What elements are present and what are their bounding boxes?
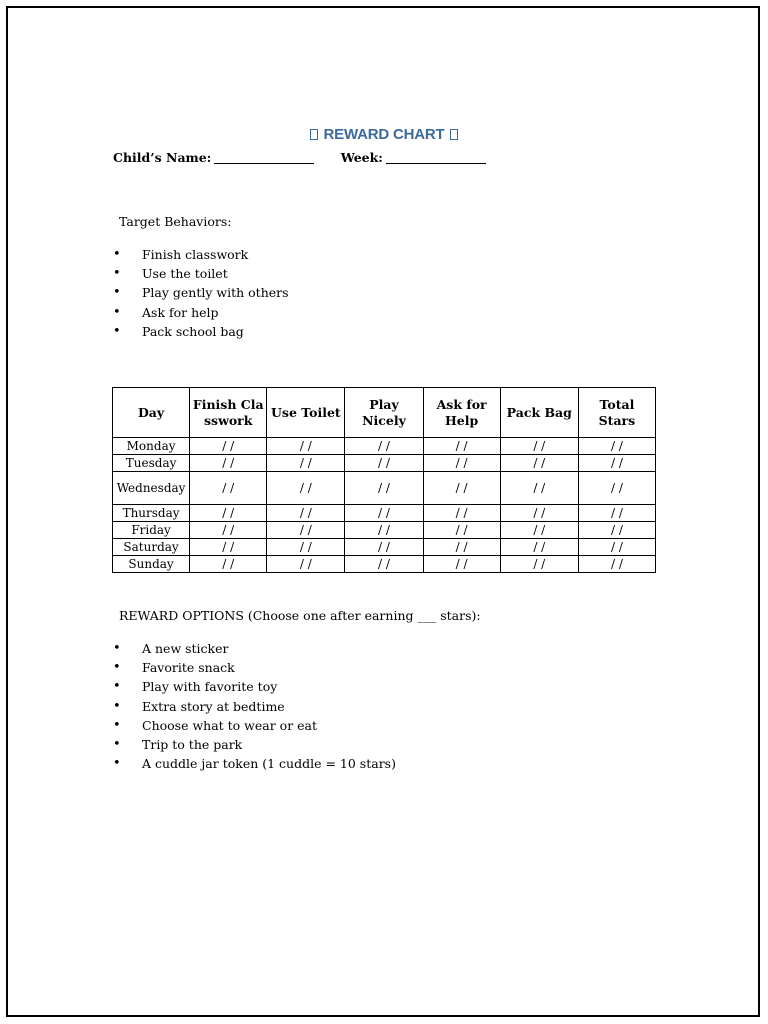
- star-cell[interactable]: / /: [578, 455, 655, 472]
- reward-options-list: [113, 639, 396, 773]
- table-row: [113, 539, 656, 556]
- list-item-text: Favorite snack: [142, 660, 235, 676]
- bullet-icon: •: [113, 304, 121, 320]
- bullet-icon: •: [113, 266, 121, 282]
- day-cell: Friday: [113, 522, 190, 539]
- bullet-icon: •: [113, 717, 121, 733]
- bullet-icon: •: [113, 698, 121, 714]
- star-cell[interactable]: / /: [578, 539, 655, 556]
- list-item: [113, 639, 396, 658]
- star-cell[interactable]: / /: [267, 556, 345, 573]
- list-item-text: A new sticker: [142, 641, 229, 656]
- star-cell[interactable]: / /: [267, 455, 345, 472]
- star-cell[interactable]: / /: [190, 505, 267, 522]
- target-behaviors-heading: Target Behaviors:: [119, 214, 232, 229]
- star-cell[interactable]: / /: [190, 522, 267, 539]
- star-cell[interactable]: / /: [190, 539, 267, 556]
- bullet-icon: •: [113, 641, 121, 656]
- reward-table: [112, 387, 656, 573]
- list-item-text: Finish classwork: [142, 247, 249, 262]
- name-week-row: [113, 150, 486, 165]
- list-item: [113, 245, 289, 264]
- list-item: [113, 677, 396, 696]
- star-cell[interactable]: / /: [345, 438, 423, 455]
- column-header: Day: [113, 388, 190, 438]
- day-cell: Monday: [113, 438, 190, 455]
- bullet-icon: •: [113, 736, 121, 752]
- column-header: Total Stars: [578, 388, 655, 438]
- week-label: Week:: [340, 150, 383, 165]
- table-row: [113, 522, 656, 539]
- star-cell[interactable]: / /: [578, 505, 655, 522]
- bullet-icon: •: [113, 679, 121, 695]
- day-cell: Sunday: [113, 556, 190, 573]
- star-cell[interactable]: / /: [423, 505, 500, 522]
- star-cell[interactable]: / /: [423, 472, 500, 505]
- reward-options-heading: REWARD OPTIONS (Choose one after earning ___ stars):: [119, 608, 481, 623]
- day-cell: Tuesday: [113, 455, 190, 472]
- week-field[interactable]: [386, 150, 486, 164]
- list-item-text: Pack school bag: [142, 323, 244, 339]
- star-cell[interactable]: / /: [345, 505, 423, 522]
- list-item-text: Ask for help: [142, 304, 219, 320]
- list-item: [113, 697, 396, 716]
- star-cell[interactable]: / /: [423, 522, 500, 539]
- star-cell[interactable]: / /: [578, 556, 655, 573]
- star-cell[interactable]: / /: [578, 438, 655, 455]
- list-item-text: Extra story at bedtime: [142, 698, 285, 714]
- child-name-field[interactable]: [214, 150, 314, 164]
- column-header: Pack Bag: [500, 388, 578, 438]
- star-cell[interactable]: / /: [423, 556, 500, 573]
- list-item-text: Choose what to wear or eat: [142, 717, 318, 733]
- day-cell: Wednesday: [113, 472, 190, 505]
- table-header-row: [113, 388, 656, 438]
- child-name-label: Child’s Name:: [113, 150, 212, 165]
- chart-title-text: REWARD CHART: [323, 126, 445, 143]
- bullet-icon: •: [113, 247, 121, 262]
- list-item: [113, 735, 396, 754]
- day-cell: Thursday: [113, 505, 190, 522]
- list-item-text: Use the toilet: [142, 266, 228, 282]
- star-cell[interactable]: / /: [267, 505, 345, 522]
- star-cell[interactable]: / /: [500, 438, 578, 455]
- star-cell[interactable]: / /: [500, 455, 578, 472]
- placeholder-box-icon: [450, 129, 458, 140]
- day-cell: Saturday: [113, 539, 190, 556]
- list-item-text: Play gently with others: [142, 285, 289, 301]
- list-item: [113, 264, 289, 283]
- star-cell[interactable]: / /: [578, 522, 655, 539]
- list-item: [113, 716, 396, 735]
- star-cell[interactable]: / /: [345, 539, 423, 556]
- star-cell[interactable]: / /: [423, 438, 500, 455]
- chart-title: [0, 126, 768, 143]
- star-cell[interactable]: / /: [500, 505, 578, 522]
- star-cell[interactable]: / /: [190, 472, 267, 505]
- star-cell[interactable]: / /: [190, 438, 267, 455]
- table-body: [113, 438, 656, 573]
- list-item: [113, 303, 289, 322]
- column-header: Finish Classwork: [190, 388, 267, 438]
- list-item-text: Trip to the park: [142, 736, 243, 752]
- table-row: [113, 438, 656, 455]
- star-cell[interactable]: / /: [267, 539, 345, 556]
- star-cell[interactable]: / /: [267, 522, 345, 539]
- star-cell[interactable]: / /: [190, 556, 267, 573]
- table-row: [113, 556, 656, 573]
- star-cell[interactable]: / /: [345, 472, 423, 505]
- list-item: [113, 283, 289, 302]
- star-cell[interactable]: / /: [345, 455, 423, 472]
- star-cell[interactable]: / /: [267, 438, 345, 455]
- table-row: [113, 472, 656, 505]
- star-cell[interactable]: / /: [500, 556, 578, 573]
- star-cell[interactable]: / /: [267, 472, 345, 505]
- list-item: [113, 322, 289, 341]
- bullet-icon: •: [113, 323, 121, 339]
- star-cell[interactable]: / /: [423, 539, 500, 556]
- list-item: [113, 754, 396, 773]
- star-cell[interactable]: / /: [423, 455, 500, 472]
- column-header: Play Nicely: [345, 388, 423, 438]
- bullet-icon: •: [113, 285, 121, 301]
- star-cell[interactable]: / /: [578, 472, 655, 505]
- list-item: [113, 658, 396, 677]
- bullet-icon: •: [113, 756, 121, 772]
- bullet-icon: •: [113, 660, 121, 676]
- star-cell[interactable]: / /: [500, 539, 578, 556]
- placeholder-box-icon: [310, 129, 318, 140]
- star-cell[interactable]: / /: [345, 522, 423, 539]
- target-behaviors-list: [113, 245, 289, 341]
- star-cell[interactable]: / /: [500, 472, 578, 505]
- list-item-text: Play with favorite toy: [142, 679, 278, 695]
- star-cell[interactable]: / /: [190, 455, 267, 472]
- column-header: Ask for Help: [423, 388, 500, 438]
- column-header: Use Toilet: [267, 388, 345, 438]
- table-row: [113, 455, 656, 472]
- table-row: [113, 505, 656, 522]
- star-cell[interactable]: / /: [345, 556, 423, 573]
- list-item-text: A cuddle jar token (1 cuddle = 10 stars): [142, 756, 396, 772]
- star-cell[interactable]: / /: [500, 522, 578, 539]
